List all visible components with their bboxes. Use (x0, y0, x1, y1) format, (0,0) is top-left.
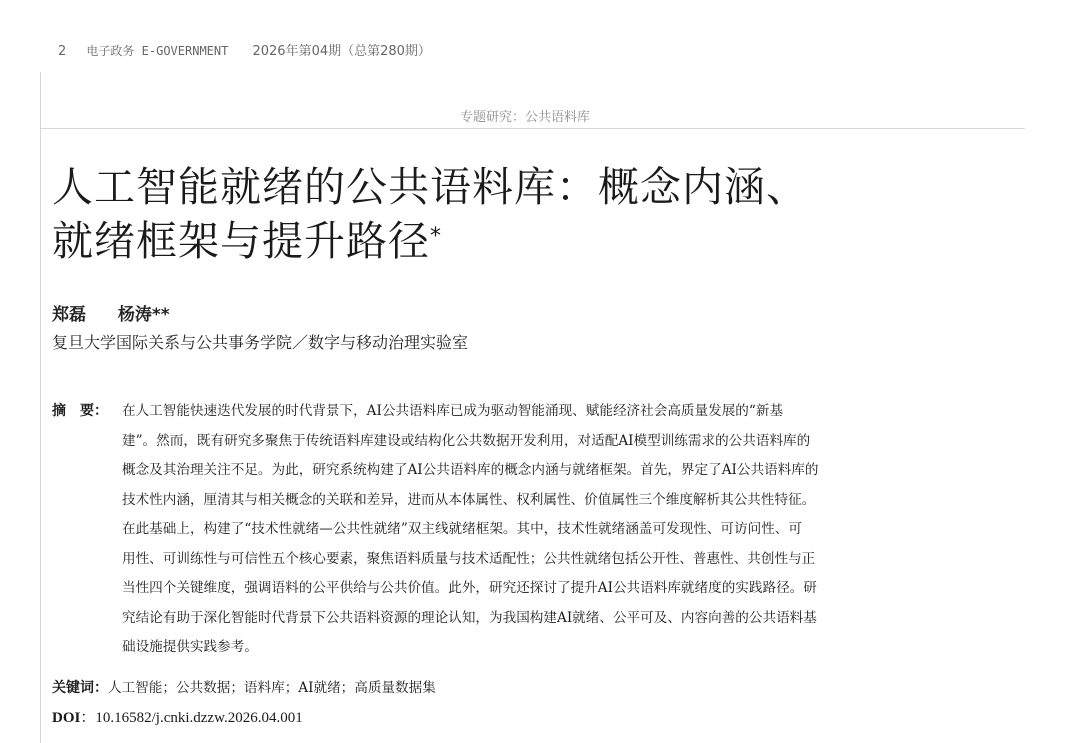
abstract (52, 397, 998, 663)
title-line-2 (52, 214, 1012, 268)
abstract-text-3: 技术性内涵，厘清其与相关概念的关联和差异，进而从本体属性、权利属性、价值属性三个维度解析其公共性特征。 (122, 491, 816, 508)
issue-info: 2026年第04期（总第280期） (252, 44, 431, 59)
title-line-2-text: 就绪框架与提升路径 (52, 217, 430, 265)
margin-rule (40, 72, 41, 743)
abstract-label: 摘 要： (52, 403, 108, 419)
header-rule (40, 128, 1025, 129)
keywords-label: 关键词： (52, 680, 108, 696)
doi-separator: ： (80, 710, 96, 726)
title-line-1: 人工智能就绪的公共语料库：概念内涵、 (52, 163, 808, 211)
abstract-line-1 (52, 397, 998, 427)
author-2: 杨涛** (117, 305, 170, 325)
authors (52, 300, 170, 325)
running-header (58, 40, 431, 59)
abstract-text-0: 在人工智能快速迭代发展的时代背景下，AI公共语料库已成为驱动智能涌现、赋能经济社会高质量发展的“新基 (122, 403, 784, 419)
abstract-text-1: 建”。然而，既有研究多聚焦于传统语料库建设或结构化公共数据开发利用，对适配AI模型训练需求的公共语料库的 (122, 432, 811, 449)
doi (52, 706, 303, 727)
author-1: 郑磊 (52, 305, 86, 325)
abstract-text-7: 究结论有助于深化智能时代背景下公共语料资源的理论认知，为我国构建AI就绪、公平可及、内容向善的公共语料基 (122, 609, 817, 626)
abstract-text-6: 当性四个关键维度，强调语料的公平供给与公共价值。此外，研究还探讨了提升AI公共语料库就绪度的实践路径。研 (122, 580, 817, 596)
journal-name: 电子政务 E-GOVERNMENT (86, 44, 229, 58)
page-number: 2 (58, 44, 67, 59)
keywords-text: 人工智能；公共数据；语料库；AI就绪；高质量数据集 (108, 680, 436, 696)
abstract-text-8: 础设施提供实践参考。 (122, 639, 258, 655)
column-tag: 专题研究：公共语料库 (459, 110, 590, 125)
doi-label: DOI (52, 710, 81, 726)
abstract-text-5: 用性、可训练性与可信性五个核心要素，聚焦语料质量与技术适配性；公共性就绪包括公开性、普惠性、共创性与正 (122, 550, 816, 567)
abstract-text-4: 在此基础上，构建了“技术性就绪—公共性就绪”双主线就绪框架。其中，技术性就绪涵盖可发现性、可访问性、可 (122, 521, 802, 537)
affiliation: 复旦大学国际关系与公共事务学院／数字与移动治理实验室 (52, 333, 469, 352)
doi-value[interactable]: 10.16582/j.cnki.dzzw.2026.04.001 (95, 710, 303, 726)
keywords (52, 676, 436, 697)
article-title (52, 160, 1012, 268)
title-footnote-mark: * (430, 224, 442, 249)
abstract-text-2: 概念及其治理关注不足。为此，研究系统构建了AI公共语料库的概念内涵与就绪框架。首先，界定了AI公共语料库的 (122, 462, 819, 478)
